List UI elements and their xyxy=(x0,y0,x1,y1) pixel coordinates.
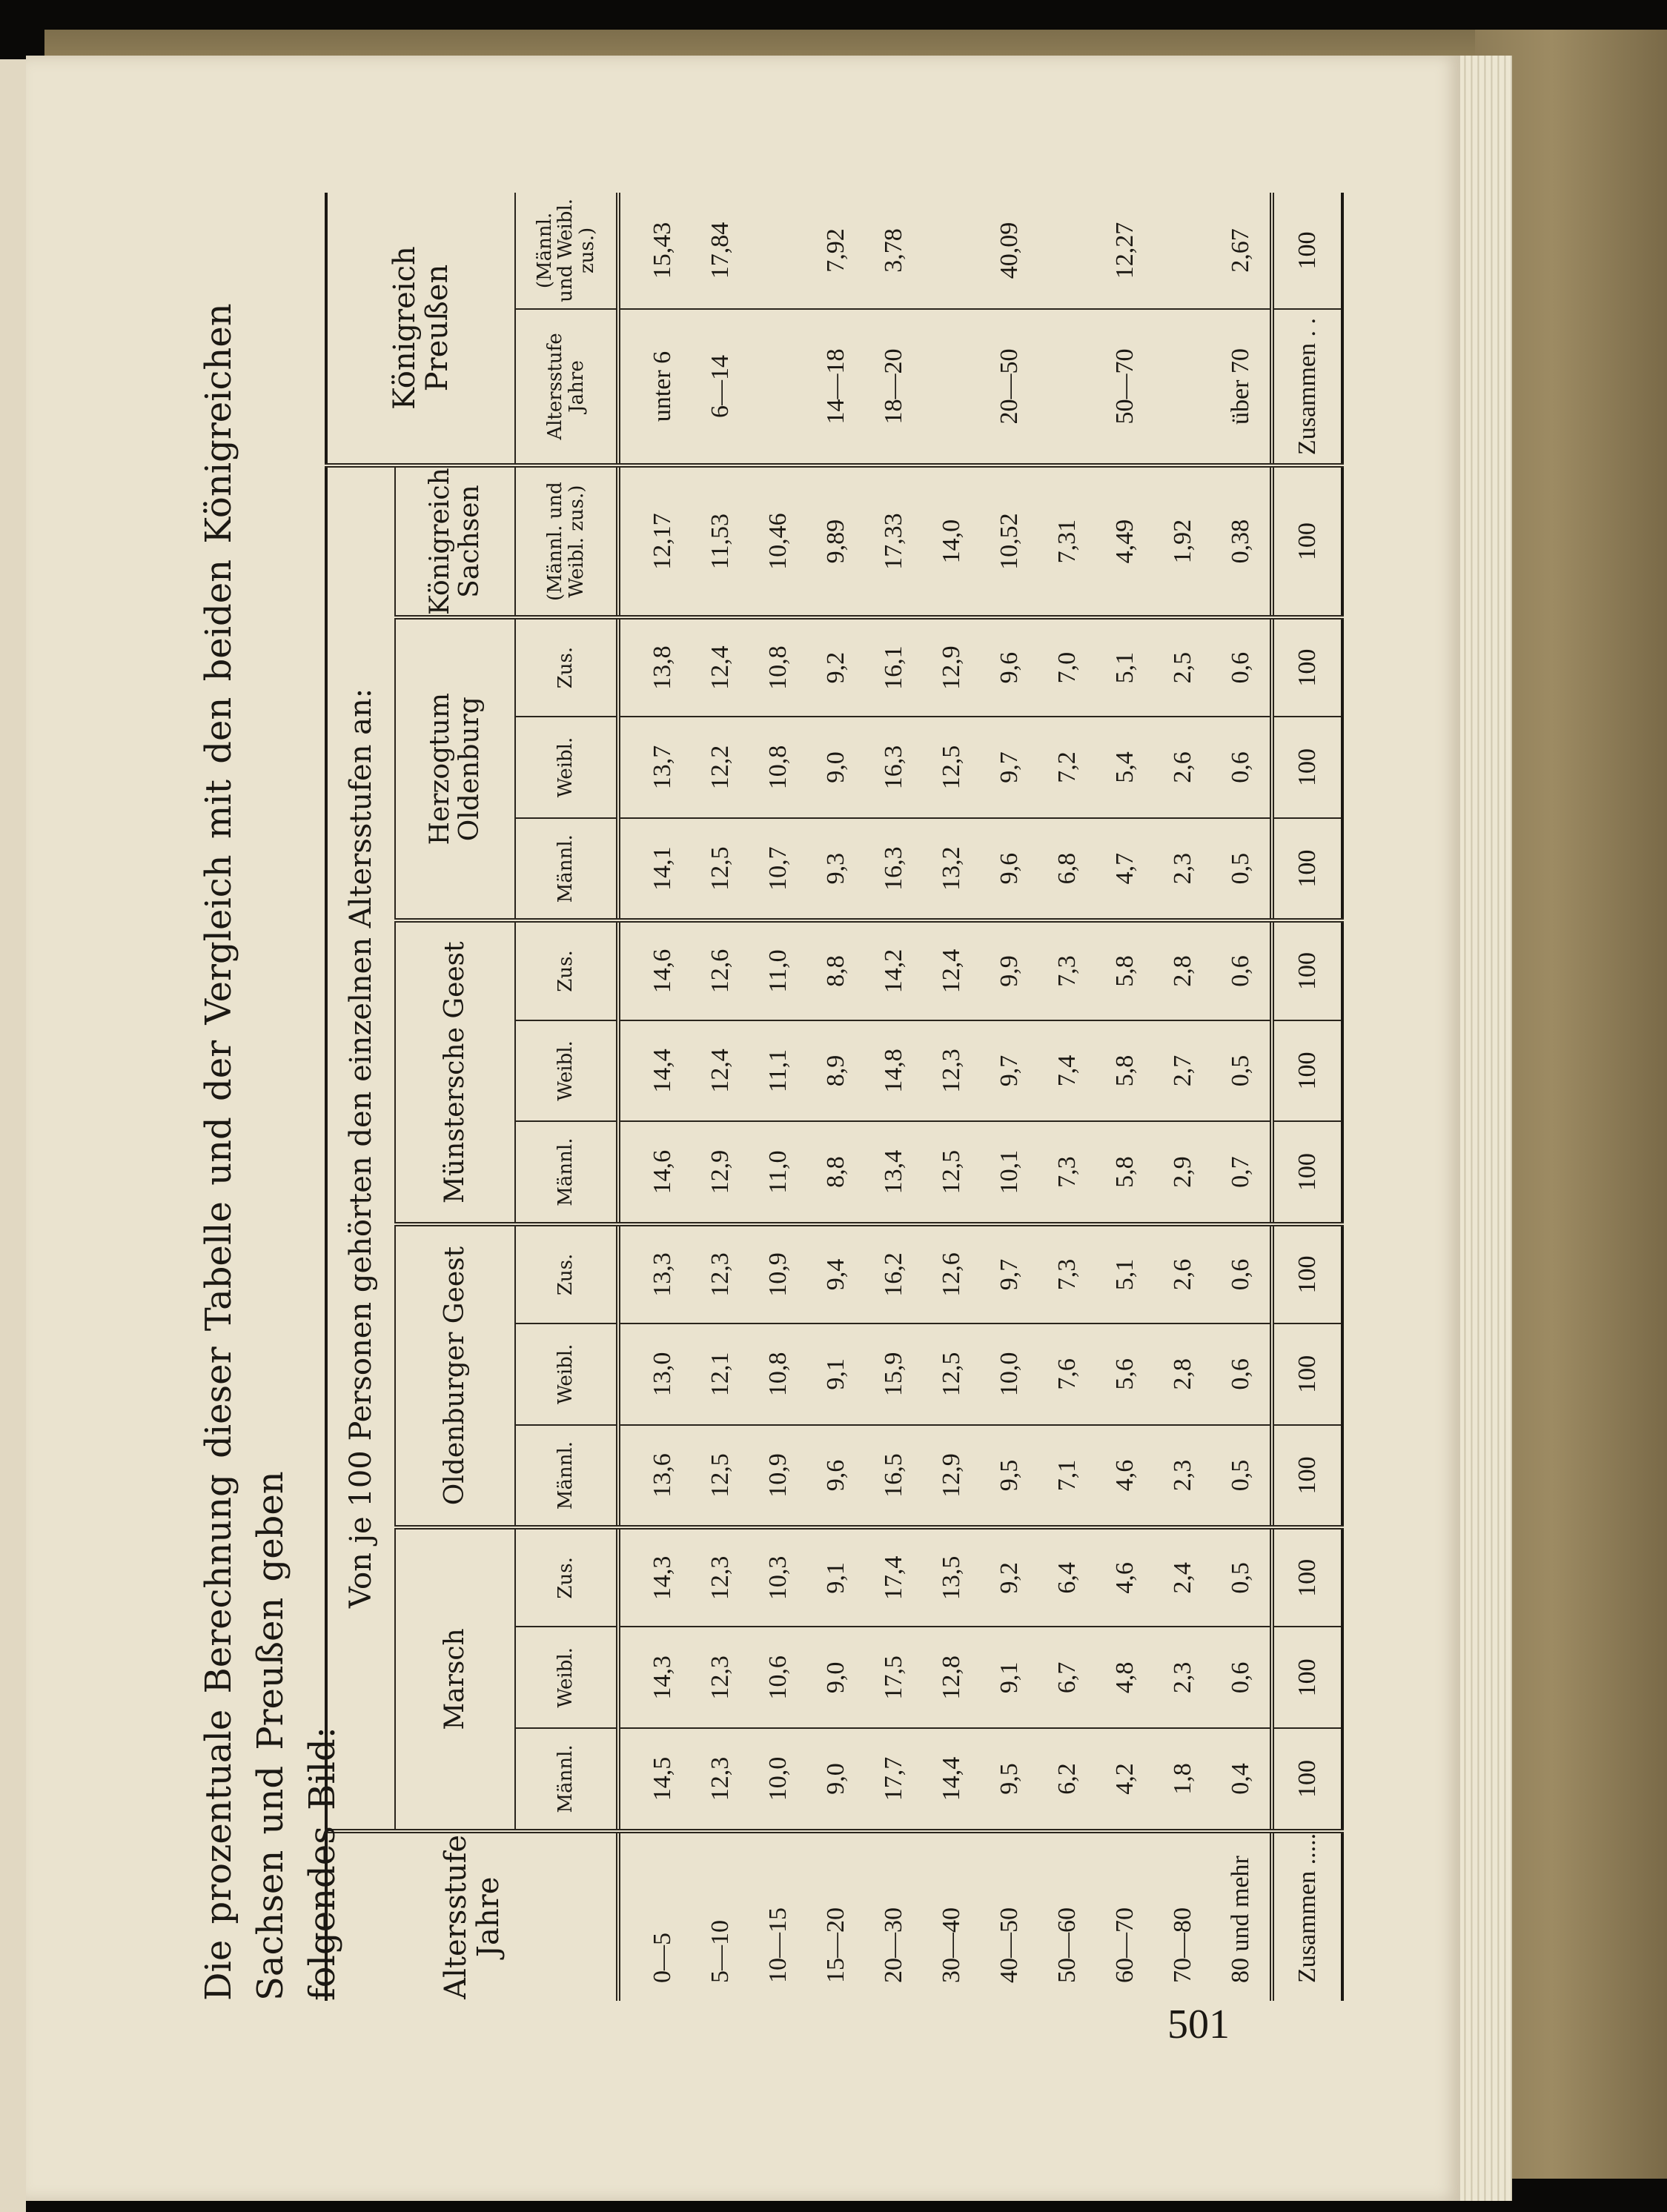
cell: 1,8 xyxy=(1154,1728,1212,1830)
cell: 3,78 xyxy=(865,193,923,309)
cell: 0,4 xyxy=(1212,1728,1272,1830)
cell: 7,6 xyxy=(1038,1323,1096,1425)
cell: 2,9 xyxy=(1154,1121,1212,1224)
total-label: Zusammen ..... xyxy=(1272,1831,1342,2001)
intro-paragraph xyxy=(193,193,343,2001)
cell: 11,53 xyxy=(692,465,749,617)
cell: 4,7 xyxy=(1096,818,1154,920)
age-distribution-table xyxy=(325,193,1344,2001)
cell: 100 xyxy=(1272,920,1342,1020)
cell: 12,6 xyxy=(923,1224,981,1323)
cell: 12,6 xyxy=(692,920,749,1020)
table-row xyxy=(981,193,1038,2001)
rotated-page-content xyxy=(193,185,1321,2008)
age-label: 20—30 xyxy=(880,1907,907,1983)
cell: 13,0 xyxy=(618,1323,692,1425)
cell: 100 xyxy=(1272,717,1342,818)
cell: 9,0 xyxy=(807,1728,865,1830)
header-m-zus: Zus. xyxy=(515,1527,618,1627)
cell: 12,9 xyxy=(923,617,981,717)
cell: 0,38 xyxy=(1212,465,1272,617)
table-row xyxy=(1212,193,1272,2001)
kp-age-label xyxy=(1154,309,1212,465)
table-row xyxy=(1038,193,1096,2001)
cell: 12,5 xyxy=(923,1121,981,1224)
cell: 14,2 xyxy=(865,920,923,1020)
cell: 9,0 xyxy=(807,717,865,818)
cell: 10,46 xyxy=(749,465,807,617)
cell xyxy=(1154,193,1212,309)
cell: 10,9 xyxy=(749,1425,807,1527)
cell: 8,9 xyxy=(807,1020,865,1122)
age-label: 5—10 xyxy=(706,1920,734,1983)
cell: 13,6 xyxy=(618,1425,692,1527)
header-mg-weibl: Weibl. xyxy=(515,1020,618,1122)
cell: 13,4 xyxy=(865,1121,923,1224)
cell: 17,7 xyxy=(865,1728,923,1830)
table-row xyxy=(807,193,865,2001)
header-ks-mwz: (Männl. und Weibl. zus.) xyxy=(515,465,618,617)
cell: 12,3 xyxy=(692,1527,749,1627)
cell: 12,17 xyxy=(618,465,692,617)
cell: 10,3 xyxy=(749,1527,807,1627)
cell: 4,6 xyxy=(1096,1425,1154,1527)
cell: 14,8 xyxy=(865,1020,923,1122)
cell: 0,6 xyxy=(1212,1627,1272,1728)
cell: 2,3 xyxy=(1154,1425,1212,1527)
cell: 7,92 xyxy=(807,193,865,309)
cell: 100 xyxy=(1272,465,1342,617)
header-kr-preussen: Königreich Preußen xyxy=(326,193,515,465)
cell: 14,4 xyxy=(923,1728,981,1830)
cell: 10,0 xyxy=(981,1323,1038,1425)
page-edges xyxy=(1453,56,1512,2201)
cell: 7,4 xyxy=(1038,1020,1096,1122)
cell: 17,33 xyxy=(865,465,923,617)
cell: 0,6 xyxy=(1212,617,1272,717)
cell: 13,3 xyxy=(618,1224,692,1323)
cell: 100 xyxy=(1272,1627,1342,1728)
header-ho-maennl: Männl. xyxy=(515,818,618,920)
cell: 15,43 xyxy=(618,193,692,309)
intro-line-2: folgendes Bild: xyxy=(302,1727,343,2001)
kp-age-label: 20—50 xyxy=(981,309,1038,465)
header-kp-age: Altersstufe Jahre xyxy=(515,309,618,465)
cell: 2,8 xyxy=(1154,920,1212,1020)
cell: 2,5 xyxy=(1154,617,1212,717)
cell: 12,4 xyxy=(692,1020,749,1122)
cell: 4,6 xyxy=(1096,1527,1154,1627)
cell: 100 xyxy=(1272,1728,1342,1830)
cell: 12,3 xyxy=(923,1020,981,1122)
cell: 12,27 xyxy=(1096,193,1154,309)
kp-age-label xyxy=(923,309,981,465)
kp-total-label: Zusammen . . xyxy=(1272,309,1342,465)
cell: 9,3 xyxy=(807,818,865,920)
cell: 14,4 xyxy=(618,1020,692,1122)
cell: 7,3 xyxy=(1038,1121,1096,1224)
cell: 12,5 xyxy=(923,1323,981,1425)
cell: 13,8 xyxy=(618,617,692,717)
cell: 10,0 xyxy=(749,1728,807,1830)
age-label: 40—50 xyxy=(995,1907,1023,1983)
cell: 12,5 xyxy=(923,717,981,818)
cell: 0,6 xyxy=(1212,1224,1272,1323)
cell: 9,2 xyxy=(807,617,865,717)
header-oldenburger-geest: Oldenburger Geest xyxy=(395,1224,515,1527)
header-herzogtum-oldenburg: Herzogtum Oldenburg xyxy=(395,617,515,920)
cell: 100 xyxy=(1272,193,1342,309)
cell: 14,6 xyxy=(618,920,692,1020)
cell: 12,4 xyxy=(692,617,749,717)
cell: 0,5 xyxy=(1212,818,1272,920)
header-mg-zus: Zus. xyxy=(515,920,618,1020)
cell: 10,7 xyxy=(749,818,807,920)
header-m-maennl: Männl. xyxy=(515,1728,618,1830)
table-row xyxy=(692,193,749,2001)
table-row xyxy=(618,193,692,2001)
cell: 9,7 xyxy=(981,1224,1038,1323)
age-label: 10—15 xyxy=(764,1907,792,1983)
kp-age-label: 6—14 xyxy=(692,309,749,465)
cell: 16,2 xyxy=(865,1224,923,1323)
cell: 0,6 xyxy=(1212,717,1272,818)
cell: 7,0 xyxy=(1038,617,1096,717)
cell: 10,52 xyxy=(981,465,1038,617)
cell: 7,2 xyxy=(1038,717,1096,818)
cell: 2,6 xyxy=(1154,717,1212,818)
header-og-zus: Zus. xyxy=(515,1224,618,1323)
header-muensterische-geest: Münstersche Geest xyxy=(395,920,515,1223)
cell: 9,5 xyxy=(981,1425,1038,1527)
kp-age-label xyxy=(1038,309,1096,465)
cell: 10,8 xyxy=(749,617,807,717)
cell: 100 xyxy=(1272,1323,1342,1425)
cell: 17,4 xyxy=(865,1527,923,1627)
age-label: 0—5 xyxy=(649,1933,676,1983)
cell: 6,2 xyxy=(1038,1728,1096,1830)
cell: 2,7 xyxy=(1154,1020,1212,1122)
cell: 9,5 xyxy=(981,1728,1038,1830)
cell: 17,5 xyxy=(865,1627,923,1728)
cell: 6,4 xyxy=(1038,1527,1096,1627)
cell: 2,3 xyxy=(1154,818,1212,920)
cell: 7,3 xyxy=(1038,920,1096,1020)
page-number: 501 xyxy=(1167,2002,1230,2047)
cell: 5,1 xyxy=(1096,617,1154,717)
cell: 2,67 xyxy=(1212,193,1272,309)
header-mg-maennl: Männl. xyxy=(515,1121,618,1224)
cell: 100 xyxy=(1272,1020,1342,1122)
table-row xyxy=(1096,193,1154,2001)
kp-age-label: 18—20 xyxy=(865,309,923,465)
cell: 5,6 xyxy=(1096,1323,1154,1425)
cell: 9,2 xyxy=(981,1527,1038,1627)
cell: 12,9 xyxy=(692,1121,749,1224)
cell: 12,5 xyxy=(692,1425,749,1527)
cell: 40,09 xyxy=(981,193,1038,309)
cell: 5,4 xyxy=(1096,717,1154,818)
cell: 13,2 xyxy=(923,818,981,920)
previous-page-edge xyxy=(0,59,26,2212)
header-m-weibl: Weibl. xyxy=(515,1627,618,1728)
table-row xyxy=(1154,193,1212,2001)
cell: 14,3 xyxy=(618,1627,692,1728)
cell: 14,1 xyxy=(618,818,692,920)
cell: 10,9 xyxy=(749,1224,807,1323)
cell: 5,1 xyxy=(1096,1224,1154,1323)
cell: 9,6 xyxy=(807,1425,865,1527)
header-kp-mwz: (Männl. und Weibl. zus.) xyxy=(515,193,618,309)
cell: 5,8 xyxy=(1096,1020,1154,1122)
cell: 12,2 xyxy=(692,717,749,818)
cell: 7,3 xyxy=(1038,1224,1096,1323)
age-label: 60—70 xyxy=(1111,1907,1139,1983)
cell: 4,8 xyxy=(1096,1627,1154,1728)
header-super: Von je 100 Personen gehörten den einzelnen Altersstufen an: xyxy=(326,465,395,1831)
cell: 0,6 xyxy=(1212,920,1272,1020)
intro-line-1: Die prozentuale Berechnung dieser Tabelle und der Vergleich mit den beiden Königreichen Sachsen und Preußen geben xyxy=(198,303,291,2001)
cell: 9,0 xyxy=(807,1627,865,1728)
cell: 100 xyxy=(1272,1224,1342,1323)
cell: 9,6 xyxy=(981,818,1038,920)
cell: 100 xyxy=(1272,1425,1342,1527)
cell: 8,8 xyxy=(807,920,865,1020)
cell: 0,5 xyxy=(1212,1020,1272,1122)
cell: 16,3 xyxy=(865,717,923,818)
cell: 16,1 xyxy=(865,617,923,717)
cell: 13,5 xyxy=(923,1527,981,1627)
table-row xyxy=(923,193,981,2001)
cell: 12,4 xyxy=(923,920,981,1020)
cell: 10,6 xyxy=(749,1627,807,1728)
cell: 0,5 xyxy=(1212,1527,1272,1627)
cell: 10,8 xyxy=(749,717,807,818)
kp-age-label: unter 6 xyxy=(618,309,692,465)
cell: 13,7 xyxy=(618,717,692,818)
cell: 14,3 xyxy=(618,1527,692,1627)
cell: 12,3 xyxy=(692,1224,749,1323)
cell: 2,6 xyxy=(1154,1224,1212,1323)
table-row xyxy=(865,193,923,2001)
cell: 12,5 xyxy=(692,818,749,920)
cell xyxy=(1038,193,1096,309)
total-row xyxy=(1272,193,1342,2001)
cell: 7,1 xyxy=(1038,1425,1096,1527)
cell: 17,84 xyxy=(692,193,749,309)
cell: 100 xyxy=(1272,1121,1342,1224)
cell: 9,7 xyxy=(981,1020,1038,1122)
cell: 100 xyxy=(1272,617,1342,717)
cell: 1,92 xyxy=(1154,465,1212,617)
age-label: 15—20 xyxy=(822,1907,849,1983)
cell: 7,31 xyxy=(1038,465,1096,617)
cell: 12,1 xyxy=(692,1323,749,1425)
cell: 9,1 xyxy=(981,1627,1038,1728)
header-marsch: Marsch xyxy=(395,1527,515,1830)
header-og-maennl: Männl. xyxy=(515,1425,618,1527)
header-age-group: Altersstufe Jahre xyxy=(326,1831,618,2001)
cell: 5,8 xyxy=(1096,1121,1154,1224)
cell: 0,5 xyxy=(1212,1425,1272,1527)
kp-age-label: über 70 xyxy=(1212,309,1272,465)
age-label: 50—60 xyxy=(1053,1907,1081,1983)
cell xyxy=(749,193,807,309)
cell xyxy=(923,193,981,309)
cell: 2,8 xyxy=(1154,1323,1212,1425)
kp-age-label xyxy=(749,309,807,465)
cell: 12,3 xyxy=(692,1728,749,1830)
kp-age-label: 50—70 xyxy=(1096,309,1154,465)
cell: 9,4 xyxy=(807,1224,865,1323)
cell: 0,7 xyxy=(1212,1121,1272,1224)
kp-age-label: 14—18 xyxy=(807,309,865,465)
cell: 8,8 xyxy=(807,1121,865,1224)
age-label: 80 und mehr xyxy=(1227,1856,1254,1983)
cell: 2,4 xyxy=(1154,1527,1212,1627)
cell: 14,6 xyxy=(618,1121,692,1224)
cell: 100 xyxy=(1272,818,1342,920)
cell: 9,9 xyxy=(981,920,1038,1020)
cell: 5,8 xyxy=(1096,920,1154,1020)
cell: 15,9 xyxy=(865,1323,923,1425)
cell: 14,0 xyxy=(923,465,981,617)
cell: 16,5 xyxy=(865,1425,923,1527)
cell: 12,3 xyxy=(692,1627,749,1728)
age-label: 30—40 xyxy=(938,1907,965,1983)
cell: 4,49 xyxy=(1096,465,1154,617)
cell: 10,1 xyxy=(981,1121,1038,1224)
cell: 9,7 xyxy=(981,717,1038,818)
cell: 10,8 xyxy=(749,1323,807,1425)
cell: 100 xyxy=(1272,1527,1342,1627)
cell: 9,1 xyxy=(807,1527,865,1627)
header-og-weibl: Weibl. xyxy=(515,1323,618,1425)
cell: 2,3 xyxy=(1154,1627,1212,1728)
cell: 9,6 xyxy=(981,617,1038,717)
cell: 11,0 xyxy=(749,1121,807,1224)
cell: 9,1 xyxy=(807,1323,865,1425)
cell: 9,89 xyxy=(807,465,865,617)
cell: 6,8 xyxy=(1038,818,1096,920)
cell: 6,7 xyxy=(1038,1627,1096,1728)
table-row xyxy=(749,193,807,2001)
cell: 11,1 xyxy=(749,1020,807,1122)
age-label: 70—80 xyxy=(1169,1907,1196,1983)
header-kr-sachsen: Königreich Sachsen xyxy=(395,465,515,617)
cell: 12,8 xyxy=(923,1627,981,1728)
cell: 0,6 xyxy=(1212,1323,1272,1425)
cell: 14,5 xyxy=(618,1728,692,1830)
cell: 16,3 xyxy=(865,818,923,920)
header-ho-zus: Zus. xyxy=(515,617,618,717)
cell: 4,2 xyxy=(1096,1728,1154,1830)
cell: 12,9 xyxy=(923,1425,981,1527)
header-ho-weibl: Weibl. xyxy=(515,717,618,818)
cell: 11,0 xyxy=(749,920,807,1020)
